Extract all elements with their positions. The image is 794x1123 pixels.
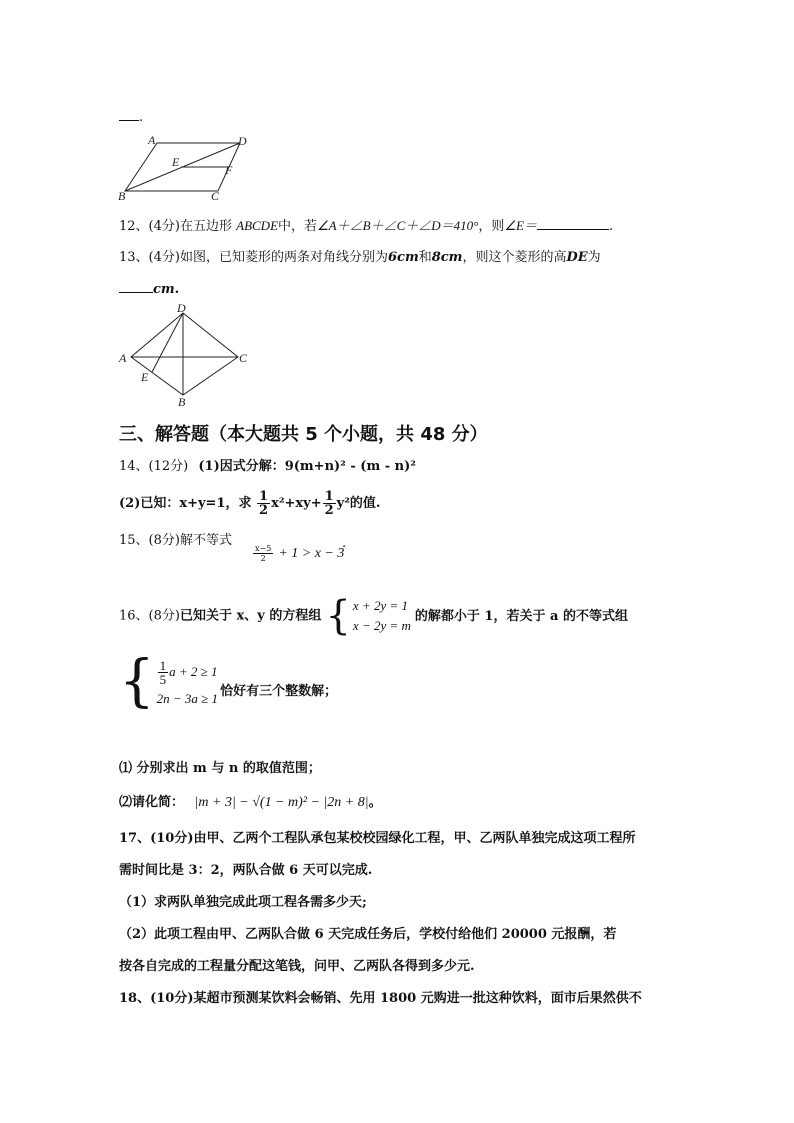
question-16 [119, 593, 628, 639]
label-E: E [141, 370, 149, 384]
question-14-part2 [119, 490, 380, 518]
equation-2: x − 2y = m [352, 618, 411, 633]
q12-text-c: ，则 [478, 219, 505, 234]
label-C: C [211, 189, 220, 202]
q16-sub2-end: 。 [368, 795, 382, 810]
label-F: F [225, 163, 233, 177]
angle-sum-expression: ∠A＋∠B＋∠C＋∠D＝410° [317, 218, 479, 233]
q12-text-a: 在五边形 [179, 219, 232, 234]
answer-blank [119, 280, 153, 293]
answer-blank [537, 217, 609, 230]
q14-part1: (1)因式分解：9(m+n)² - (m - n)² [198, 459, 416, 474]
inequality-2: 2n − 3a ≥ 1 [156, 691, 219, 706]
inequality-system: { $\frac{1}{5}$ a + 2 ≥ 1 2n − 3a ≥ 1 恰好有三个整数解； [119, 649, 338, 714]
question-14 [119, 458, 416, 476]
question-number: 12、(4分) [119, 219, 180, 234]
question-13-answer-line [119, 280, 179, 299]
q15-text: 解不等式 [179, 533, 232, 548]
q17-sub1: （1）求两队单独完成此项工程各需多少天; [119, 895, 367, 910]
q15-inequality [252, 544, 344, 563]
question-15 [119, 532, 232, 550]
diagonal-2: 8cm [431, 250, 463, 265]
rhombus-figure [115, 302, 250, 410]
q12-end: . [608, 219, 614, 234]
label-A: A [119, 351, 127, 365]
q17-sub2-line2: 按各自完成的工程量分配这笔钱，问甲、乙两队各得到多少元. [119, 959, 475, 974]
question-number: 16、(8分) [119, 608, 180, 624]
label-D: D [177, 302, 186, 315]
q13-text-c: 为 [587, 250, 601, 265]
label-E: E [172, 155, 180, 169]
q16-text-a: 已知关于 x、y 的方程组 [179, 608, 322, 624]
unit-cm: cm. [153, 282, 180, 297]
equation-1: x + 2y = 1 [352, 598, 409, 613]
question-12 [119, 217, 613, 236]
q17-line2: 需时间比是 3：2，两队合做 6 天可以完成. [119, 863, 373, 878]
q16-sub2-label: ⑵请化简： [119, 795, 185, 810]
q12-text-b: 中，若 [278, 219, 318, 234]
q14-part2-a: (2)已知：x+y=1，求 [119, 496, 252, 511]
q17-sub2-line1: （2）此项工程由甲、乙两队合做 6 天完成任务后，学校付给他们 20000 元报酬，若 [119, 927, 617, 942]
q16-sub2 [119, 792, 382, 814]
fraction-one-half: $\frac{1}{2}$ [324, 489, 334, 518]
q16-sub1: ⑴ 分别求出 m 与 n 的取值范围； [119, 761, 321, 776]
diagonal-1: 6cm [387, 250, 419, 265]
label-C: C [239, 351, 248, 365]
fraction-x-minus-5-over-2: $\frac{x-5}{2}$ [255, 544, 272, 563]
q16-text-c: 恰好有三个整数解； [220, 683, 338, 699]
answer-blank-line: . [119, 108, 143, 127]
q18-line1: 18、(10分)某超市预测某饮料会畅销、先用 1800 元购进一批这种饮料，面市后果然供不 [119, 991, 642, 1006]
parallelogram-figure [115, 134, 250, 202]
label-A: A [148, 134, 156, 147]
q15-inequality-rest: + 1 > x − 3 [278, 545, 345, 561]
inequality-1: $\frac{1}{5}$ a + 2 ≥ 1 [159, 657, 218, 687]
question-number: 14、(12分) [119, 459, 189, 474]
q13-text-b: ，则这个菱形的高 [462, 250, 567, 265]
label-B: B [118, 189, 126, 202]
label-B: B [178, 395, 186, 409]
q17-line1: 17、(10分)由甲、乙两个工程队承包某校校园绿化工程，甲、乙两队单独完成这项工程所 [119, 831, 636, 846]
angle-e-ask: ∠E＝ [504, 218, 537, 233]
q14-part2-b: x²+xy+ [271, 496, 322, 511]
height-label: DE [566, 250, 588, 265]
q13-and: 和 [418, 250, 432, 265]
question-number: 13、(4分) [119, 250, 180, 265]
q16-text-b: 的解都小于 1，若关于 a 的不等式组 [414, 608, 628, 624]
fraction-one-half: $\frac{1}{2}$ [259, 489, 269, 518]
q13-text-a: 如图，已知菱形的两条对角线分别为 [179, 250, 388, 265]
simplify-expression: |m + 3| − √(1 − m)² − |2n + 8| [194, 795, 369, 810]
section-title: 三、解答题（本大题共 5 个小题，共 48 分） [119, 424, 488, 445]
q14-part2-c: y²的值. [336, 496, 381, 511]
q15-end: . [342, 536, 347, 551]
equation-system: { x + 2y = 1 x − 2y = m [325, 593, 411, 639]
question-13 [119, 249, 601, 267]
label-D: D [238, 134, 247, 148]
question-number: 15、(8分) [119, 533, 180, 548]
pentagon-name: ABCDE [236, 218, 279, 233]
